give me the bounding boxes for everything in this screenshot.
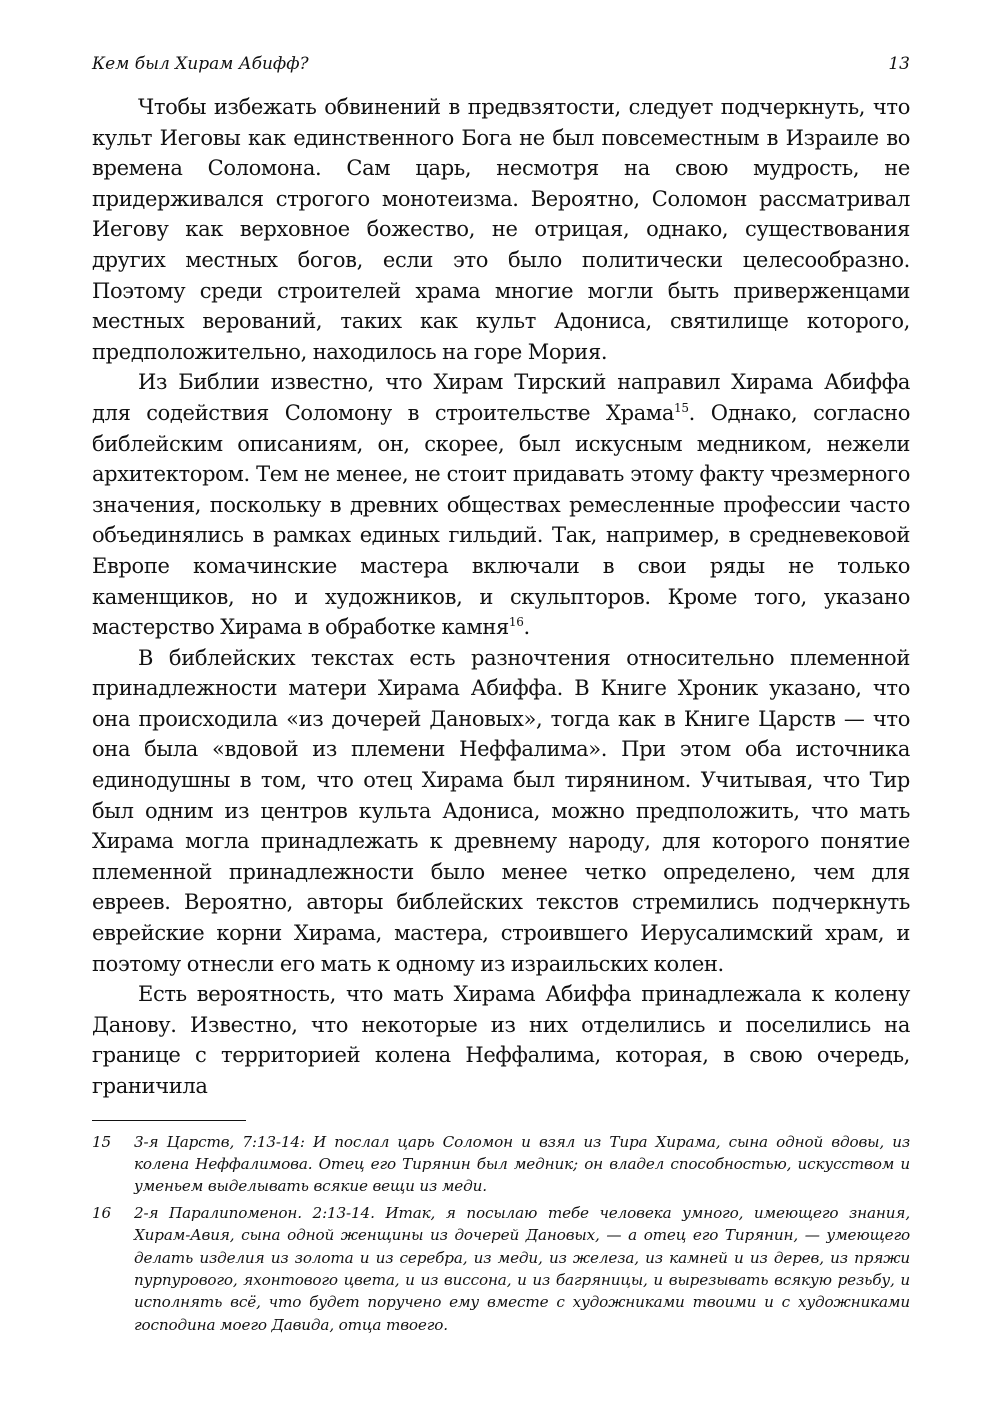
paragraph-2-part-c: . [523, 615, 530, 640]
body-text [92, 92, 910, 1102]
footnote-15 [92, 1131, 910, 1198]
paragraph-2 [92, 367, 910, 642]
footnote-16 [92, 1202, 910, 1336]
footnote-ref-15: 15 [674, 400, 689, 415]
footnote-ref-16: 16 [508, 615, 524, 630]
footnote-number: 15 [92, 1132, 112, 1151]
footnote-separator [92, 1120, 246, 1121]
paragraph-3: В библейских текстах есть разночтения относительно племенной принадлежности матери Хирама Абиффа. В Книге Хроник указано, что она происходила «из дочерей Дановых», тогда как в Книге Царств — что она была «вдовой из племени Неффалима». При этом оба источника единодушны в том, что отец Хирама был тирянином. Учитывая, что Тир был одним из центров культа Адониса, можно предположить, что мать Хирама могла принадлежать к древнему народу, для которого понятие племенной принадлежности было менее четко определено, чем для евреев. Вероятно, авторы библейских текстов стремились подчеркнуть еврейские корни Хирама, мастера, строившего Иерусалимский храм, и поэтому отнесли его мать к одному из израильских колен. [92, 645, 910, 976]
paragraph-1: Чтобы избежать обвинений в предвзятости, следует подчеркнуть, что культ Иеговы как единственного Бога не был повсеместным в Израиле во времена Соломона. Сам царь, несмотря на свою мудрость, не придерживался строгого монотеизма. Вероятно, Соломон рассматривал Иегову как верховное божество, не отрицая, однако, существования других местных богов, если это было политически целесообразно. Поэтому среди строителей храма многие могли быть приверженцами местных верований, таких как культ Адониса, святилище которого, предположительно, находилось на горе Мория. [92, 95, 910, 364]
footnotes [92, 1131, 910, 1337]
paragraph-4: Есть вероятность, что мать Хирама Абиффа принадлежала к колену Данову. Известно, что некоторые из них отделились и поселились на границе с территорией колена Неффалима, которая, в свою очередь, граничила [92, 982, 910, 1098]
running-head [92, 52, 910, 76]
paragraph-2-part-a: Из Библии известно, что Хирам Тирский направил Хирама Абиффа для содействия Соломону в строительстве Храма [92, 370, 910, 425]
footnote-number: 16 [92, 1203, 112, 1222]
footnote-text: 2-я Паралипоменон. 2:13-14. Итак, я посылаю тебе человека умного, имеющего знания, Хирам-Авия, сына одной женщины из дочерей Дановых, — а отец его Тирянин, — умеющего делать изделия из золота и из серебра, из меди, из железа, из камней и из дерев, из пряжи пурпурового, яхонтового цвета, и из виссона, и из багряницы, и вырезывать всякую резьбу, и исполнять всё, что будет поручено ему вместе с художниками твоими и с художниками господина моего Давида, отца твоего. [134, 1203, 910, 1334]
chapter-title: Кем был Хирам Абифф? [92, 54, 309, 74]
page-number: 13 [888, 54, 910, 74]
footnote-text: 3-я Царств, 7:13-14: И послал царь Соломон и взял из Тира Хирама, сына одной вдовы, из колена Неффалимова. Отец его Тирянин был медник; он владел способностью, искусством и уменьем выделывать всякие вещи из меди. [134, 1132, 910, 1196]
book-page [92, 52, 910, 1340]
paragraph-2-part-b: . Однако, согласно библейским описаниям, он, скорее, был искусным медником, нежели архитектором. Тем не менее, не стоит придавать этому факту чрезмерного значения, поскольку в древних обществах ремесленные профессии часто объединялись в рамках единых гильдий. Так, например, в средневековой Европе комачинские мастера включали в свои ряды не только каменщиков, но и художников, и скульпторов. Кроме того, указано мастерство Хирама в обработке камня [92, 400, 910, 640]
